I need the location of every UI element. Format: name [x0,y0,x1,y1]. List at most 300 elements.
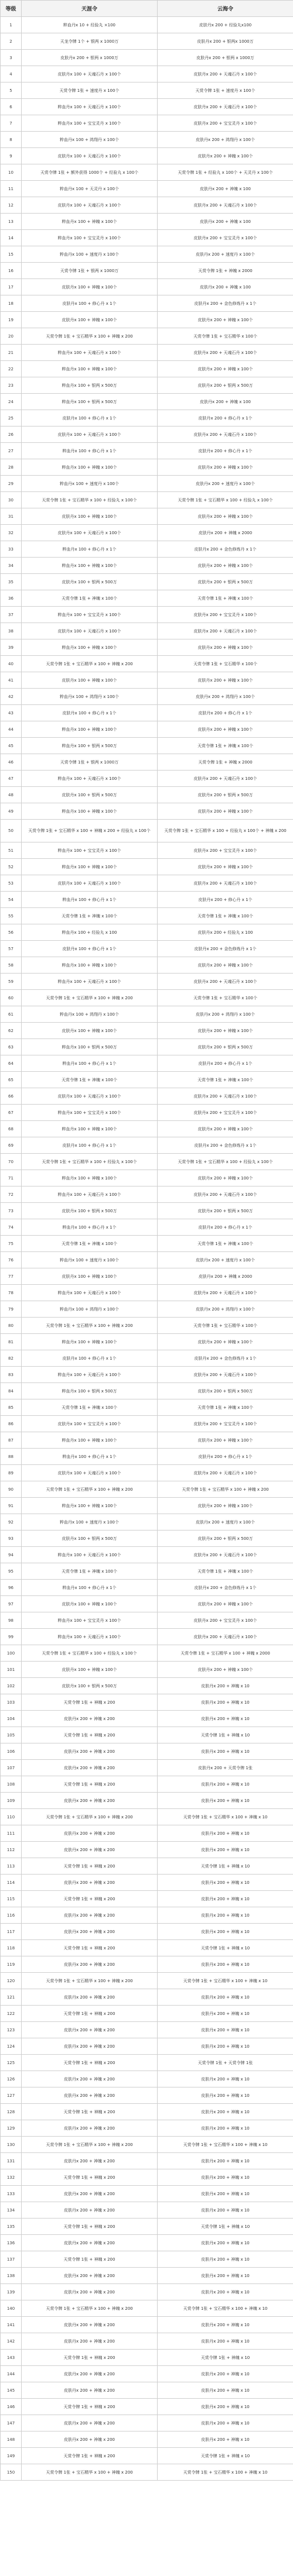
yunhai-reward-cell: 皮肤丹x 200 + 神魄 x 10 [158,2284,293,2300]
yunhai-reward-cell: 天赏令牌 1张 + 神魄 x 100个 [158,738,293,754]
table-row [1,328,293,345]
tianya-reward-cell: 皮肤丹x 100 + 天魂石丹 x 100个 [22,66,158,82]
level-cell: 21 [1,345,22,361]
table-row [1,607,293,623]
table-row [1,66,293,82]
level-cell: 108 [1,1776,22,1793]
table-row [1,1367,293,1383]
yunhai-reward-cell: 皮肤丹x 200 + 神魄 x 10 [158,1924,293,1940]
yunhai-reward-cell: 天赏令牌 1张 + 宝石精华 x 100 + 神魄 x 10 [158,2464,293,2481]
tianya-reward-cell: 天赏令牌 1张 + 神魄 x 200 [22,2219,158,2235]
tianya-reward-cell: 天赏令牌 1张 + 神魄 x 200 [22,1694,158,1711]
yunhai-reward-cell: 天赏令牌 1张 + 宝石精华 x 100 + 经验丸 x 100个 + 神魄 x 200 [158,820,293,842]
tianya-reward-cell: 皮肤丹x 200 + 神魄 x 200 [22,2284,158,2300]
level-cell: 126 [1,2071,22,2087]
tianya-reward-cell: 皮肤丹x 100 + 修心丹 x 1个 [22,295,158,312]
tianya-reward-cell: 粹血丹x 100 + 修心丹 x 1个 [22,443,158,459]
table-row [1,1940,293,1956]
table-row [1,230,293,246]
yunhai-reward-cell: 皮肤丹x 200 + 速度丹 x 100个 [158,1252,293,1268]
table-row [1,459,293,476]
level-cell: 90 [1,1481,22,1498]
yunhai-reward-cell: 天赏令牌 1张 + 宝石精华 x 100 + 神魄 x 10 [158,1809,293,1825]
table-row [1,443,293,459]
table-row [1,1039,293,1055]
table-row [1,2333,293,2350]
table-row [1,279,293,295]
yunhai-reward-cell: 天赏令牌 1张 + 宝石精华 x 100 + 经验丸 x 100个 [158,1154,293,1170]
tianya-reward-cell: 粹血丹x 100 + 天魂石丹 x 100个 [22,1285,158,1301]
level-cell: 40 [1,656,22,672]
level-cell: 34 [1,558,22,574]
table-row [1,1694,293,1711]
tianya-reward-cell: 皮肤丹x 100 + 天魂石丹 x 100个 [22,148,158,164]
level-cell: 32 [1,525,22,541]
level-cell: 109 [1,1793,22,1809]
table-row [1,1301,293,1318]
tianya-reward-cell: 皮肤丹x 100 + 神魄 x 100个 [22,1023,158,1039]
yunhai-reward-cell: 皮肤丹x 200 + 天魂石丹 x 100个 [158,771,293,787]
table-row [1,721,293,738]
yunhai-reward-cell: 皮肤丹x 200 + 银两 x 500万 [158,574,293,590]
level-cell: 7 [1,115,22,132]
level-cell: 33 [1,541,22,558]
yunhai-reward-cell: 皮肤丹x 200 + 金色修炼丹 x 1个 [158,541,293,558]
tianya-reward-cell: 粹血丹x 100 + 修心丹 x 1个 [22,1449,158,1465]
level-cell: 131 [1,2153,22,2169]
table-row [1,312,293,328]
level-cell: 42 [1,689,22,705]
table-row [1,2300,293,2317]
level-cell: 87 [1,1432,22,1449]
tianya-reward-cell: 粹血丹x 100 + 天魂石丹 x 100个 [22,345,158,361]
tianya-reward-cell: 粹血丹x 10 + 经验丸 ×100 [22,17,158,33]
tianya-reward-cell: 粹血丹x 100 + 速度丹 x 100个 [22,1514,158,1531]
yunhai-reward-cell: 皮肤丹x 200 + 天魂石丹 x 100个 [158,1186,293,1203]
tianya-reward-cell: 粹血丹x 100 + 神魄 x 100个 [22,459,158,476]
yunhai-reward-cell: 皮肤丹x 200 + 神魄 x 100个 [158,508,293,525]
table-row [1,1842,293,1858]
tianya-reward-cell: 粹血丹x 100 + 神魄 x 100个 [22,1432,158,1449]
yunhai-reward-cell: 皮肤丹x 200 + 宝宝灵丹 x 100个 [158,607,293,623]
level-cell: 133 [1,2186,22,2202]
yunhai-reward-cell: 皮肤丹x 200 + 神魄 x 10 [158,2153,293,2169]
yunhai-reward-cell: 皮肤丹x 200 + 神魄 x 100个 [158,1498,293,1514]
level-cell: 122 [1,2006,22,2022]
tianya-reward-cell: 粹血丹x 100 + 修心丹 x 1个 [22,892,158,908]
level-cell: 129 [1,2120,22,2137]
level-cell: 147 [1,2415,22,2431]
tianya-reward-cell: 天赏令牌 1张 + 神魄 x 100个 [22,1399,158,1416]
tianya-reward-cell: 粹血丹x 100 + 天魂石丹 x 100个 [22,1547,158,1563]
level-cell: 98 [1,1612,22,1629]
yunhai-reward-cell: 皮肤丹x 200 + 宝宝灵丹 x 100个 [158,1105,293,1121]
level-cell: 77 [1,1268,22,1285]
tianya-reward-cell: 粹血丹x 100 + 神魄 x 100个 [22,639,158,656]
table-row [1,1711,293,1727]
tianya-reward-cell: 粹血丹x 100 + 宝宝灵丹 x 100个 [22,115,158,132]
table-row [1,1121,293,1137]
level-cell: 103 [1,1694,22,1711]
yunhai-reward-cell: 皮肤丹x 200 + 神魄 x 100个 [158,1662,293,1678]
tianya-reward-cell: 皮肤丹x 100 + 银两 x 500万 [22,787,158,803]
tianya-reward-cell: 粹血丹x 100 + 银两 x 500万 [22,377,158,394]
yunhai-reward-cell: 天赏令牌 1张 + 神魄 x 100个 [158,908,293,924]
table-row [1,2284,293,2300]
level-cell: 5 [1,82,22,99]
tianya-reward-cell: 粹血丹x 100 + 神魄 x 100个 [22,1121,158,1137]
tianya-reward-cell: 粹血丹x 100 + 修心丹 x 1个 [22,1055,158,1072]
yunhai-reward-cell: 皮肤丹x 200 + 修心丹 x 1个 [158,443,293,459]
tianya-reward-cell: 天赏令牌 1张 + 神魄 x 200 [22,2104,158,2120]
yunhai-reward-cell: 皮肤丹x 200 + 神魄 x 100个 [158,1121,293,1137]
level-cell: 53 [1,875,22,892]
header-level: 等级 [1,1,22,17]
level-cell: 150 [1,2464,22,2481]
level-cell: 38 [1,623,22,639]
level-cell: 16 [1,263,22,279]
level-cell: 46 [1,754,22,771]
tianya-reward-cell: 粹血丹x 100 + 神魄 x 100个 [22,558,158,574]
level-cell: 41 [1,672,22,689]
table-row [1,1989,293,2006]
yunhai-reward-cell: 皮肤丹x 200 + 银两 x 500万 [158,377,293,394]
level-cell: 23 [1,377,22,394]
yunhai-reward-cell: 皮肤丹x 200 + 修心丹 x 1个 [158,1449,293,1465]
table-row [1,924,293,941]
yunhai-reward-cell: 皮肤丹x 200 + 天魂石丹 x 100个 [158,197,293,214]
yunhai-reward-cell: 皮肤丹x 200 + 宝宝灵丹 x 100个 [158,115,293,132]
level-cell: 4 [1,66,22,82]
tianya-reward-cell: 天赏令牌 1张 + 宝石精华 x 100 + 神魄 x 200 [22,1318,158,1334]
table-row [1,990,293,1006]
level-cell: 19 [1,312,22,328]
level-cell: 86 [1,1416,22,1432]
yunhai-reward-cell: 皮肤丹x 200 + 神魄 x 10 [158,2415,293,2431]
tianya-reward-cell: 粹血丹x 100 + 宝宝灵丹 x 100个 [22,230,158,246]
level-cell: 44 [1,721,22,738]
level-cell: 6 [1,99,22,115]
yunhai-reward-cell: 皮肤丹x 200 + 神魄 x 10 [158,2120,293,2137]
table-row [1,2317,293,2333]
yunhai-reward-cell: 皮肤丹x 200 + 金色修炼丹 x 1个 [158,941,293,957]
yunhai-reward-cell: 皮肤丹x 200 + 修心丹 x 1个 [158,1055,293,1072]
yunhai-reward-cell: 天赏令牌 1张 + 神魄 x 10 [158,1858,293,1875]
tianya-reward-cell: 皮肤丹x 100 + 神魄 x 100个 [22,672,158,689]
table-row [1,2399,293,2415]
table-row [1,1531,293,1547]
tianya-reward-cell: 天赏令牌 1张 + 神魄 x 100个 [22,590,158,607]
yunhai-reward-cell: 皮肤丹x 200 + 神魄 x 100个 [158,459,293,476]
tianya-reward-cell: 皮肤丹x 200 + 神魄 x 200 [22,2415,158,2431]
tianya-reward-cell: 粹血丹x 100 + 银两 x 500万 [22,1039,158,1055]
table-row [1,590,293,607]
tianya-reward-cell: 粹血丹x 100 + 神魄 x 100个 [22,859,158,875]
tianya-reward-cell: 皮肤丹x 100 + 修心丹 x 1个 [22,1137,158,1154]
tianya-reward-cell: 粹血丹x 100 + 速度丹 x 100个 [22,1252,158,1268]
tianya-reward-cell: 皮肤丹x 200 + 神魄 x 200 [22,2366,158,2382]
level-cell: 132 [1,2169,22,2186]
tianya-reward-cell: 粹血丹x 100 + 神魄 x 100个 [22,1170,158,1186]
table-row [1,2448,293,2464]
yunhai-reward-cell: 皮肤丹x 200 + 神魄 x 10 [158,1694,293,1711]
yunhai-reward-cell: 皮肤丹x 200 + 金色修炼丹 x 1个 [158,295,293,312]
table-row [1,656,293,672]
tianya-reward-cell: 粹血丹x 100 + 宝宝灵丹 x 100个 [22,607,158,623]
yunhai-reward-cell: 皮肤丹x 200 + 神魄 x 2000 [158,525,293,541]
table-row [1,1580,293,1596]
table-row [1,672,293,689]
yunhai-reward-cell: 皮肤丹x 200 + 神魄 x 100个 [158,672,293,689]
level-cell: 138 [1,2268,22,2284]
level-cell: 57 [1,941,22,957]
tianya-reward-cell: 天赏令牌 1张 + 神魄 x 100个 [22,1072,158,1088]
yunhai-reward-cell: 天赏令牌 1张 + 神魄 x 10 [158,2219,293,2235]
level-cell: 115 [1,1891,22,1907]
yunhai-reward-cell: 皮肤丹x 200 + 神魄 x 100 [158,394,293,410]
table-row [1,33,293,50]
table-row [1,941,293,957]
level-cell: 96 [1,1580,22,1596]
yunhai-reward-cell: 皮肤丹x 200 + 经验丸 x 100 [158,924,293,941]
yunhai-reward-cell: 皮肤丹x 200 + 修心丹 x 1个 [158,410,293,427]
level-cell: 121 [1,1989,22,2006]
tianya-reward-cell: 天赏令牌 1张 + 神魄 x 100个 [22,1236,158,1252]
tianya-reward-cell: 天赏令牌 1张 + 宝石精华 x 100 + 神魄 x 200 [22,1809,158,1825]
yunhai-reward-cell: 皮肤丹x 200 + 神魄 x 10 [158,2038,293,2055]
yunhai-reward-cell: 皮肤丹x 200 + 银两 x 500万 [158,1039,293,1055]
level-cell: 111 [1,1825,22,1842]
tianya-reward-cell: 皮肤丹x 100 + 天魂石丹 x 100个 [22,197,158,214]
tianya-reward-cell: 天赏令牌 1张 + 宝石精华 x 100 + 经验丸 x 100个 [22,492,158,508]
level-cell: 67 [1,1105,22,1121]
yunhai-reward-cell: 皮肤丹x 200 + 银两 x 500万 [158,787,293,803]
yunhai-reward-cell: 皮肤丹x 200 + 银两 x 500万 [158,1203,293,1219]
yunhai-reward-cell: 天赏令牌 1张 + 宝石精华 x 100 + 神魄 x 10 [158,1973,293,1989]
tianya-reward-cell: 天赏令牌 1张 + 神魄 x 200 [22,2055,158,2071]
level-cell: 116 [1,1907,22,1924]
table-row [1,394,293,410]
yunhai-reward-cell: 皮肤丹x 200 + 宝宝灵丹 x 100个 [158,842,293,859]
table-row [1,214,293,230]
level-cell: 35 [1,574,22,590]
tianya-reward-cell: 皮肤丹x 100 + 神魄 x 100个 [22,508,158,525]
table-row [1,1186,293,1203]
level-cell: 73 [1,1203,22,1219]
tianya-reward-cell: 皮肤丹x 100 + 神魄 x 100个 [22,312,158,328]
level-cell: 47 [1,771,22,787]
yunhai-reward-cell: 皮肤丹x 200 + 神魄 x 10 [158,1678,293,1694]
table-header-row [1,1,293,17]
table-row [1,82,293,99]
tianya-reward-cell: 天赏令牌 1张 + 神魄 x 200 [22,2399,158,2415]
tianya-reward-cell: 皮肤丹x 100 + 银两 x 500万 [22,1678,158,1694]
level-cell: 29 [1,476,22,492]
level-cell: 20 [1,328,22,345]
yunhai-reward-cell: 皮肤丹x 200 + 速度丹 x 100个 [158,1514,293,1531]
header-tianya-ling: 天涯令 [22,1,158,17]
tianya-reward-cell: 皮肤丹x 100 + 神魄 x 100个 [22,1268,158,1285]
yunhai-reward-cell: 天赏令牌 1张 + 神魄 x 10 [158,2448,293,2464]
tianya-reward-cell: 皮肤丹x 200 + 神魄 x 200 [22,1907,158,1924]
yunhai-reward-cell: 皮肤丹x 200 + 经验丸x100 [158,17,293,33]
level-cell: 43 [1,705,22,721]
yunhai-reward-cell: 皮肤丹x 200 + 速度丹 x 100个 [158,476,293,492]
table-row [1,1006,293,1023]
level-cell: 66 [1,1088,22,1105]
level-cell: 58 [1,957,22,974]
level-cell: 135 [1,2219,22,2235]
level-cell: 140 [1,2300,22,2317]
tianya-reward-cell: 皮肤丹x 100 + 天魂石丹 x 100个 [22,427,158,443]
level-cell: 102 [1,1678,22,1694]
level-cell: 11 [1,181,22,197]
yunhai-reward-cell: 天赏令牌 1张 + 神魄 x 100个 [158,1563,293,1580]
yunhai-reward-cell: 皮肤丹x 200 + 鸿翔丹 x 100个 [158,1301,293,1318]
level-cell: 9 [1,148,22,164]
yunhai-reward-cell: 皮肤丹x 200 + 银两 x 1000万 [158,50,293,66]
tianya-reward-cell: 粹血丹x 100 + 修心丹 x 1个 [22,541,158,558]
table-row [1,361,293,377]
level-cell: 60 [1,990,22,1006]
level-cell: 104 [1,1711,22,1727]
tianya-reward-cell: 粹血丹x 100 + 神魄 x 100个 [22,957,158,974]
yunhai-reward-cell: 皮肤丹x 200 + 神魄 x 10 [158,1743,293,1760]
tianya-reward-cell: 天赏令牌 1张 + 神魄 x 200 [22,2350,158,2366]
tianya-reward-cell: 皮肤丹x 200 + 神魄 x 200 [22,1743,158,1760]
yunhai-reward-cell: 天赏令牌 1张 + 神魄 x 100个 [158,1236,293,1252]
table-row [1,1858,293,1875]
table-row [1,771,293,787]
yunhai-reward-cell: 皮肤丹x 200 + 宝宝灵丹 x 100个 [158,1416,293,1432]
yunhai-reward-cell: 皮肤丹x 200 + 银两 x 500万 [158,1383,293,1399]
table-row [1,50,293,66]
yunhai-reward-cell: 皮肤丹x 200 + 神魄 x 10 [158,1776,293,1793]
tianya-reward-cell: 粹血丹x 100 + 修心丹 x 1个 [22,1219,158,1236]
tianya-reward-cell: 天赏令牌 1张 + 宝石精华 x 100 + 神魄 x 200 [22,1973,158,1989]
table-row [1,1891,293,1907]
tianya-reward-cell: 天赏令牌 1张 + 神魄 x 100个 [22,1563,158,1580]
tianya-reward-cell: 皮肤丹x 200 + 神魄 x 200 [22,1825,158,1842]
yunhai-reward-cell: 皮肤丹x 200 + 神魄 x 10 [158,1891,293,1907]
yunhai-reward-cell: 皮肤丹x 200 + 神魄 x 100个 [158,1023,293,1039]
level-cell: 146 [1,2399,22,2415]
tianya-reward-cell: 皮肤丹x 200 + 神魄 x 200 [22,1956,158,1973]
table-row [1,2120,293,2137]
level-cell: 8 [1,132,22,148]
table-row [1,1449,293,1465]
table-row [1,1498,293,1514]
level-cell: 74 [1,1219,22,1236]
table-row [1,1563,293,1580]
tianya-reward-cell: 粹血丹x 100 + 银两 x 500万 [22,1383,158,1399]
level-cell: 148 [1,2431,22,2448]
yunhai-reward-cell: 皮肤丹x 200 + 神魄 x 10 [158,1825,293,1842]
table-row [1,623,293,639]
table-row [1,1678,293,1694]
level-cell: 89 [1,1465,22,1481]
tianya-reward-cell: 粹血丹x 100 + 天魂石丹 x 100个 [22,1629,158,1645]
table-row [1,2268,293,2284]
level-cell: 93 [1,1531,22,1547]
level-cell: 69 [1,1137,22,1154]
yunhai-reward-cell: 皮肤丹x 200 + 鸿翔丹 x 100个 [158,132,293,148]
level-cell: 142 [1,2333,22,2350]
level-cell: 64 [1,1055,22,1072]
yunhai-reward-cell: 皮肤丹x 200 + 神魄 x 100个 [158,639,293,656]
tianya-reward-cell: 皮肤丹x 200 + 神魄 x 200 [22,2382,158,2399]
level-cell: 144 [1,2366,22,2382]
table-row [1,2071,293,2087]
table-row [1,2022,293,2038]
level-cell: 26 [1,427,22,443]
table-row [1,974,293,990]
level-cell: 50 [1,820,22,842]
yunhai-reward-cell: 皮肤丹x 200 + 神魄 x 10 [158,1793,293,1809]
yunhai-reward-cell: 皮肤丹x 200 + 神魄 x 10 [158,2268,293,2284]
tianya-reward-cell: 皮肤丹x 100 + 银两 x 500万 [22,574,158,590]
tianya-reward-cell: 皮肤丹x 100 + 天魂石丹 x 100个 [22,525,158,541]
yunhai-reward-cell: 皮肤丹x 200 + 神魄 x 100个 [158,721,293,738]
yunhai-reward-cell: 皮肤丹x 200 + 宝宝灵丹 x 100个 [158,230,293,246]
table-row [1,1285,293,1301]
table-row [1,754,293,771]
table-row [1,787,293,803]
yunhai-reward-cell: 皮肤丹x 200 + 鸿翔丹 x 100个 [158,689,293,705]
level-cell: 83 [1,1367,22,1383]
table-row [1,1219,293,1236]
yunhai-reward-cell: 皮肤丹x 200 + 神魄 x 100个 [158,558,293,574]
level-cell: 31 [1,508,22,525]
yunhai-reward-cell: 皮肤丹x 200 + 天魂石丹 x 100个 [158,99,293,115]
table-row [1,738,293,754]
level-cell: 117 [1,1924,22,1940]
yunhai-reward-cell: 皮肤丹x 200 + 天魂石丹 x 100个 [158,66,293,82]
table-row [1,1268,293,1285]
table-row [1,1318,293,1334]
table-row [1,1023,293,1039]
yunhai-reward-cell: 皮肤丹x 200 + 神魄 x 10 [158,2186,293,2202]
level-cell: 123 [1,2022,22,2038]
table-row [1,1596,293,1612]
yunhai-reward-cell: 皮肤丹x 200 + 金色修炼丹 x 1个 [158,1137,293,1154]
level-cell: 51 [1,842,22,859]
yunhai-reward-cell: 皮肤丹x 200 + 神魄 x 100 [158,214,293,230]
tianya-reward-cell: 皮肤丹x 100 + 修心丹 x 1个 [22,705,158,721]
level-cell: 136 [1,2235,22,2251]
level-cell: 105 [1,1727,22,1743]
yunhai-reward-cell: 皮肤丹x 200 + 神魄 x 100 [158,279,293,295]
table-row [1,1481,293,1498]
level-cell: 54 [1,892,22,908]
table-row [1,2350,293,2366]
yunhai-reward-cell: 皮肤丹x 200 + 神魄 x 10 [158,2431,293,2448]
yunhai-reward-cell: 皮肤丹x 200 + 神魄 x 10 [158,1989,293,2006]
yunhai-reward-cell: 天赏令牌 1张 + 神魄 x 100个 [158,1072,293,1088]
table-row [1,1383,293,1399]
tianya-reward-cell: 皮肤丹x 200 + 神魄 x 200 [22,1875,158,1891]
tianya-reward-cell: 粹血丹x 100 + 神魄 x 100个 [22,214,158,230]
tianya-reward-cell: 粹血丹x 100 + 宝宝灵丹 x 100个 [22,842,158,859]
table-row [1,892,293,908]
table-row [1,2219,293,2235]
tianya-reward-cell: 皮肤丹x 100 + 天魂石丹 x 100个 [22,1465,158,1481]
table-row [1,99,293,115]
yunhai-reward-cell: 皮肤丹x 200 + 神魄 x 100个 [158,148,293,164]
yunhai-reward-cell: 皮肤丹x 200 + 神魄 x 100 [158,181,293,197]
tianya-reward-cell: 粹血丹x 100 + 神魄 x 100个 [22,361,158,377]
level-cell: 94 [1,1547,22,1563]
